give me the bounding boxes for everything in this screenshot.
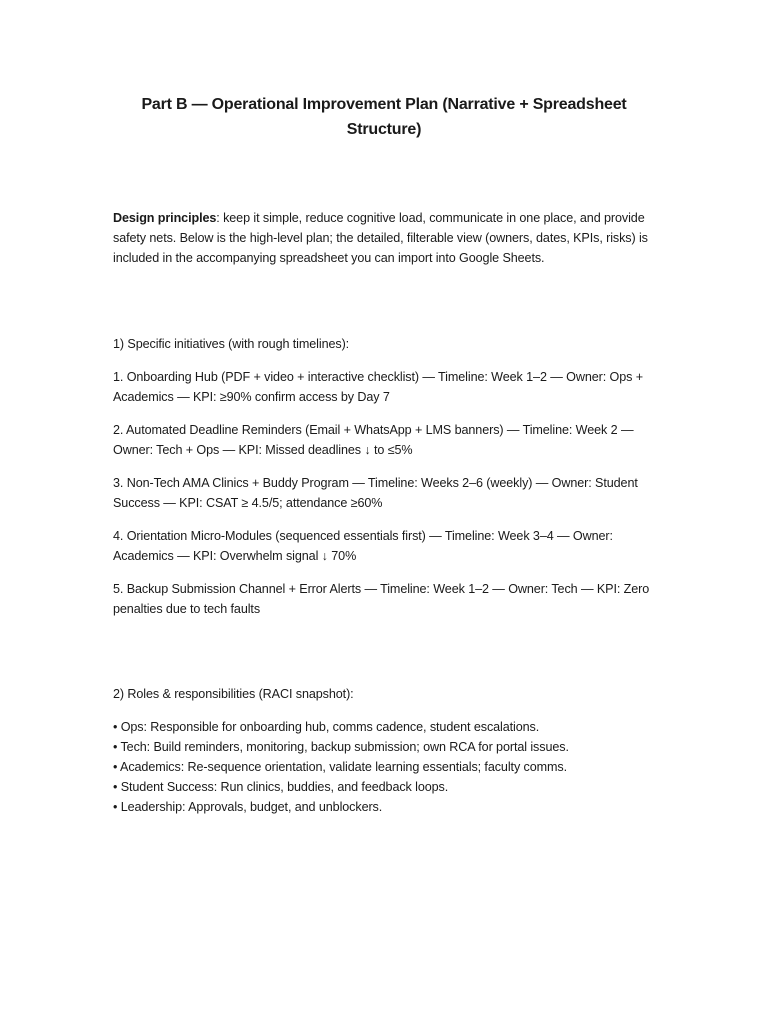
- initiative-item: 4. Orientation Micro-Modules (sequenced essentials first) — Timeline: Week 3–4 — Owner: Academics — KPI: Overwhelm signal ↓ 70%: [113, 529, 613, 563]
- role-item: • Student Success: Run clinics, buddies, and feedback loops.: [113, 780, 449, 794]
- role-item: • Leadership: Approvals, budget, and unblockers.: [113, 800, 383, 814]
- initiative-item: 3. Non-Tech AMA Clinics + Buddy Program — Timeline: Weeks 2–6 (weekly) — Owner: Student Success — KPI: CSAT ≥ 4.5/5; attendance ≥60%: [113, 476, 638, 510]
- roles-list: [113, 717, 658, 817]
- initiative-item: 2. Automated Deadline Reminders (Email + WhatsApp + LMS banners) — Timeline: Week 2 — Owner: Tech + Ops — KPI: Missed deadlines ↓ to ≤5%: [113, 423, 634, 457]
- section-heading-roles: 2) Roles & responsibilities (RACI snapshot):: [113, 687, 354, 701]
- design-principles-label: Design principles: [113, 211, 217, 225]
- initiative-item: 5. Backup Submission Channel + Error Alerts — Timeline: Week 1–2 — Owner: Tech — KPI: Zero penalties due to tech faults: [113, 582, 650, 616]
- section-heading-initiatives: 1) Specific initiatives (with rough timelines):: [113, 337, 350, 351]
- page-title: Part B — Operational Improvement Plan (Narrative + Spreadsheet Structure): [141, 96, 627, 138]
- role-item: • Academics: Re-sequence orientation, validate learning essentials; faculty comms.: [113, 760, 568, 774]
- initiative-item: 1. Onboarding Hub (PDF + video + interactive checklist) — Timeline: Week 1–2 — Owner: Ops + Academics — KPI: ≥90% confirm access by Day 7: [113, 370, 643, 404]
- design-principles-paragraph: [113, 208, 658, 268]
- role-item: • Ops: Responsible for onboarding hub, comms cadence, student escalations.: [113, 720, 540, 734]
- role-item: • Tech: Build reminders, monitoring, backup submission; own RCA for portal issues.: [113, 740, 569, 754]
- design-principles-text: : keep it simple, reduce cognitive load, communicate in one place, and provide safety nets. Below is the high-level plan; the detailed, filterable view (owners, dates, KPIs, risks) is included in the accompanying spreadsheet you can import into Google Sheets.: [113, 211, 648, 265]
